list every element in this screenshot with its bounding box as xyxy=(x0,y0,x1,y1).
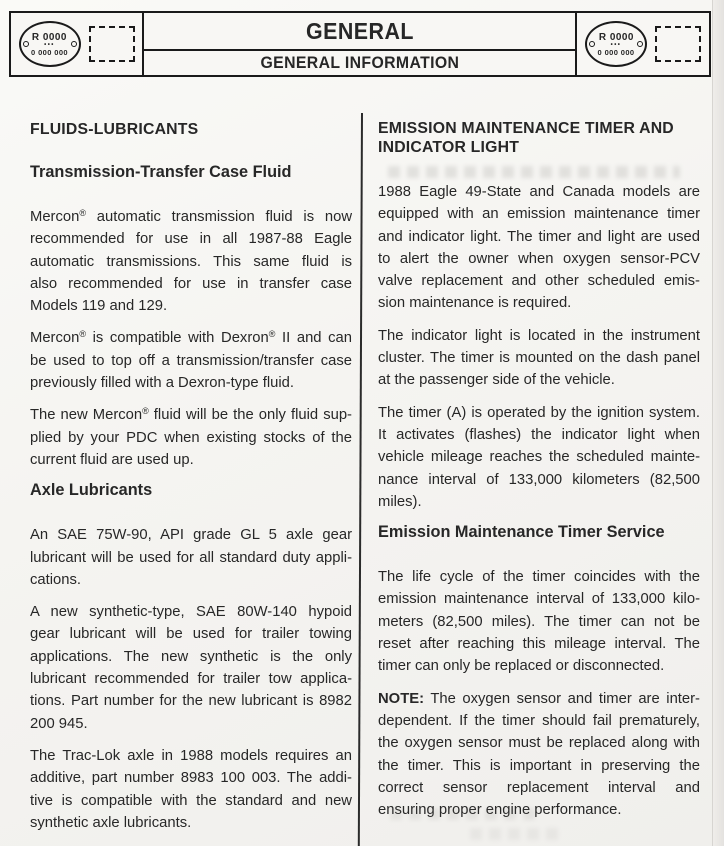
title-row xyxy=(144,13,575,51)
paragraph xyxy=(378,325,700,392)
text-line: miles). xyxy=(378,493,422,510)
sub-heading: Transmission-Transfer Case Fluid xyxy=(30,163,292,181)
section-heading: FLUIDS-LUBRICANTS xyxy=(30,121,199,138)
text-line: automatic transmissions. This same fluid is xyxy=(30,253,352,270)
text-line: previously filled with a Dexron-type fluid. xyxy=(30,375,294,392)
stamp-rivet-icon xyxy=(637,41,643,47)
text-line: synthetic axle lubricants. xyxy=(30,814,192,831)
bleed-through-artifact xyxy=(390,808,540,820)
text-line: NOTE: The oxygen sensor and timer are inter- xyxy=(378,690,700,707)
text-line: The new Mercon® fluid will be the only fluid sup- xyxy=(30,406,352,424)
left-column xyxy=(30,120,352,844)
paragraph xyxy=(30,524,352,591)
stamp-code: R 0000 xyxy=(598,30,634,43)
header-title-block xyxy=(144,13,575,75)
stamp-rivet-icon xyxy=(71,41,77,47)
stamp-dots: ••• xyxy=(44,41,55,48)
bleed-through-artifact xyxy=(470,828,560,840)
paragraph xyxy=(378,402,700,513)
text-line: tive is compatible with the standard and new xyxy=(30,792,352,809)
header-right-stamp-cell xyxy=(575,13,709,75)
text-line: additive, part number 8983 100 003. The addi- xyxy=(30,770,352,787)
text-line: lubricant recommended for trailer tow applica- xyxy=(30,671,352,688)
stamp-rivet-icon xyxy=(23,41,29,47)
text-line: 1988 Eagle 49-State and Canada models are xyxy=(378,184,700,200)
paragraph xyxy=(30,601,352,735)
text-line: ensuring proper engine performance. xyxy=(378,802,622,819)
text-line: current fluid are used up. xyxy=(30,451,194,468)
stamp-dashed-box xyxy=(89,26,135,62)
header-left-stamp-cell xyxy=(11,13,144,75)
stamp-rivet-icon xyxy=(589,41,595,47)
text-line: cluster. The timer is mounted on the dash panel xyxy=(378,350,700,367)
text-line: emission maintenance interval of 133,000 kilo- xyxy=(378,591,700,608)
text-line: The Trac-Lok axle in 1988 models requires an xyxy=(30,747,352,764)
text-line: vehicle mileage reaches the scheduled mainte- xyxy=(378,449,700,466)
paragraph xyxy=(30,327,352,394)
stamp-serial: 0 000 000 xyxy=(597,47,635,57)
text-line: the oxygen sensor must be replaced along with xyxy=(378,735,700,752)
text-line: the timer. This is important in preserving the xyxy=(378,757,700,774)
bleed-through-artifact xyxy=(388,166,680,178)
text-line: The timer (A) is operated by the ignition system. xyxy=(378,404,700,421)
text-line: The life cycle of the timer coincides with the xyxy=(378,569,700,586)
text-line: Models 119 and 129. xyxy=(30,298,168,315)
stamp-dashed-box xyxy=(655,26,701,62)
text-line: timer can only be replaced or disconnected. xyxy=(378,658,665,675)
paragraph xyxy=(378,566,700,677)
page-header xyxy=(9,11,711,77)
text-line: sion maintenance is required. xyxy=(378,295,572,312)
text-line: applications. The new synthetic is the only xyxy=(30,648,352,665)
part-number-stamp xyxy=(19,21,81,67)
stamp-code: R 0000 xyxy=(31,30,68,43)
sub-heading: Emission Maintenance Timer Service xyxy=(378,523,665,542)
text-line: An SAE 75W-90, API grade GL 5 axle gear xyxy=(30,527,352,544)
text-line: reset after reaching this mileage interval. The xyxy=(378,636,700,653)
text-line: dependent. If the timer should fail prematurely, xyxy=(378,712,700,729)
column-divider-rule xyxy=(358,113,363,846)
page-title: GENERAL xyxy=(305,17,414,44)
text-line: The indicator light is located in the instrument xyxy=(378,327,700,344)
text-line: meters (82,500 miles). The timer can not be xyxy=(378,613,700,630)
subtitle-row xyxy=(144,51,575,75)
text-line: correct sensor replacement interval and xyxy=(378,779,700,796)
text-line: plied by your PDC when existing stocks of the xyxy=(30,429,352,446)
text-line: valve replacement and other scheduled emis- xyxy=(378,273,700,290)
part-number-stamp xyxy=(585,21,647,67)
text-line: at the passenger side of the vehicle. xyxy=(378,372,615,389)
text-line: It activates (flashes) the indicator light when xyxy=(378,426,700,443)
paragraph xyxy=(30,206,352,317)
text-line: Mercon® is compatible with Dexron® II and can xyxy=(30,329,352,347)
right-column xyxy=(378,119,700,831)
text-line: also recommended for use in transfer case xyxy=(30,275,352,292)
page-subtitle: GENERAL INFORMATION xyxy=(260,53,459,72)
text-line: Mercon® automatic transmission fluid is now xyxy=(30,208,352,225)
text-line: gear lubricant will be used for trailer towing xyxy=(30,626,352,643)
section-heading: EMISSION MAINTENANCE TIMER AND INDICATOR LIGHT xyxy=(378,120,674,156)
text-line: A new synthetic-type, SAE 80W-140 hypoid xyxy=(30,604,352,621)
stamp-dots: ••• xyxy=(610,41,622,48)
sub-heading: Axle Lubricants xyxy=(30,481,153,500)
paragraph xyxy=(30,404,352,471)
text-line: lubricant will be used for all standard duty appli- xyxy=(30,549,352,566)
text-line: cations. xyxy=(30,571,81,588)
paragraph xyxy=(30,745,352,834)
text-line: recommended for use in all 1987-88 Eagle xyxy=(30,231,352,248)
text-line: and indicator light. The timer and light are used xyxy=(378,228,700,245)
text-line: 200 945. xyxy=(30,715,88,732)
paragraph xyxy=(378,688,700,822)
text-line: be used to top off a transmission/transfer case xyxy=(30,352,352,369)
text-line: to alert the owner when oxygen sensor-PCV xyxy=(378,250,700,267)
text-line: equipped with an emission maintenance timer xyxy=(378,206,700,223)
stamp-serial: 0 000 000 xyxy=(31,47,68,57)
text-line: tions. Part number for the new lubricant is 8982 xyxy=(30,693,352,710)
paragraph xyxy=(378,181,700,315)
scan-edge-strip xyxy=(712,0,724,846)
text-line: nance interval of 133,000 kilometers (82,500 xyxy=(378,471,700,488)
